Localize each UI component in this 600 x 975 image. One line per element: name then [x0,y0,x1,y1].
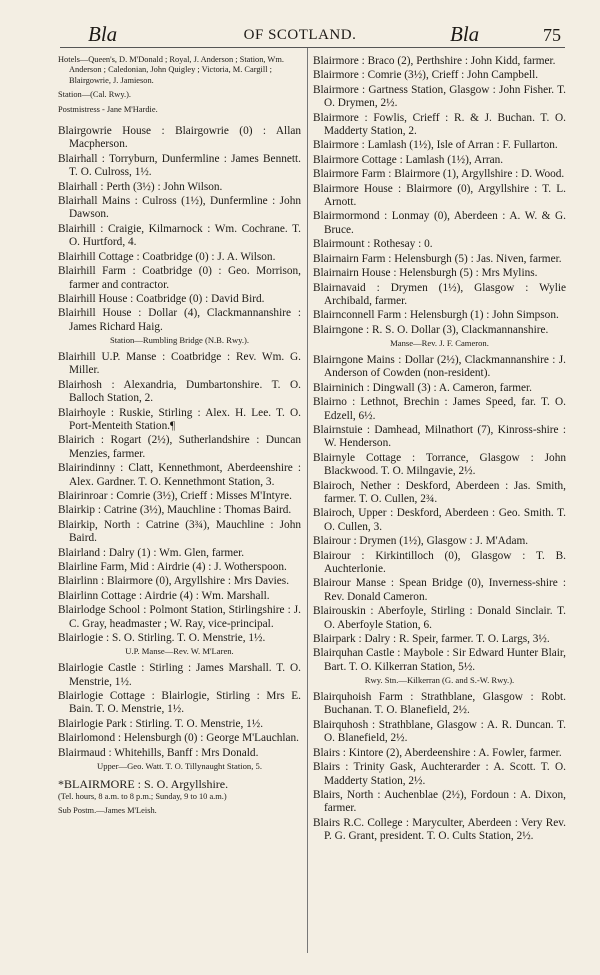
directory-entry: Blairmormond : Lonmay (0), Aberdeen : A. W. & G. Bruce. [313,210,566,236]
directory-entry: Blairlodge School : Polmont Station, Stirlingshire : J. C. Gray, headmaster ; W. Ray, vice-principal. [58,604,301,630]
directory-entry: Blairindinny : Clatt, Kennethmont, Aberdeenshire : Alex. Gardner. T. O. Kennethmont Station, 3. [58,462,301,488]
directory-entry: Blairpark : Dalry : R. Speir, farmer. T. O. Largs, 3½. [313,633,550,646]
directory-entry: Blairhall Mains : Culross (1½), Dunfermline : John Dawson. [58,195,301,221]
directory-entry: Blairnairn House : Helensburgh (5) : Mrs Mylins. [313,267,538,280]
header-rule [60,47,565,48]
directory-entry: Blairngone Mains : Dollar (2½), Clackmannanshire : J. Anderson of Cowden (non-resident). [313,353,566,380]
directory-entry: Blairhill : Craigie, Kilmarnock : Wm. Cochrane. T. O. Hurtford, 4. [58,222,301,249]
small-note: Sub Postm.—James M'Leish. [58,806,157,816]
directory-entry: Blairngone : R. S. O. Dollar (3), Clackmannanshire. [313,323,549,336]
directory-entry: Blairhosh : Alexandria, Dumbartonshire. T. O. Balloch Station, 2. [58,378,301,405]
directory-entry: Blairmore : Fowlis, Crieff : R. & J. Buchan. T. O. Madderty Station, 2. [313,111,566,138]
directory-entry: Blairs R.C. College : Maryculter, Aberdeen : Very Rev. P. G. Grant, president. T. O. Cults Station, 2½. [313,816,566,843]
directory-entry: Blairmount : Rothesay : 0. [313,238,433,251]
directory-entry: Blairlinn : Blairmore (0), Argyllshire : Mrs Davies. [58,575,290,588]
directory-entry: Blairour : Kirkintilloch (0), Glasgow : T. B. Auchterlonie. [313,549,566,576]
small-note: (Tel. hours, 8 a.m. to 8 p.m.; Sunday, 9 to 10 a.m.) [58,791,227,801]
directory-entry: Blairmore : Gartness Station, Glasgow : John Fisher. T. O. Drymen, 2½. [313,83,566,110]
header-left-keyword: Bla [88,22,118,46]
column-divider [307,48,308,953]
directory-entry: Blairouskin : Aberfoyle, Stirling : Donald Sinclair. T. O. Aberfoyle Station, 6. [313,605,566,631]
directory-entry: Blairour : Drymen (1½), Glasgow : J. M'Adam. [313,535,529,548]
directory-entry: Blairlinn Cottage : Airdrie (4) : Wm. Marshall. [58,589,270,602]
directory-entry: Blairlogie Castle : Stirling : James Marshall. T. O. Menstrie, 1½. [58,662,301,688]
header-right-keyword: Bla [450,22,480,46]
directory-entry: Blairhill House : Dollar (4), Clackmannanshire : James Richard Haig. [58,307,301,333]
directory-entry: Blairnairn Farm : Helensburgh (5) : Jas. Niven, farmer. [313,252,562,265]
directory-entry: Blairour Manse : Spean Bridge (0), Inverness-shire : Rev. Donald Cameron. [313,577,566,603]
directory-entry: Blairhill Farm : Coatbridge (0) : Geo. Morrison, farmer and contractor. [58,265,301,291]
directory-entry: Blairhall : Torryburn, Dunfermline : James Bennett. T. O. Culross, 1½. [58,152,301,179]
directory-entry: Blairgowrie House : Blairgowrie (0) : Allan Macpherson. [58,125,301,151]
directory-entry: Blairmore : Lamlash (1½), Isle of Arran : F. Fullarton. [313,139,558,152]
right-column [313,55,566,950]
directory-entry: Blairninich : Dingwall (3) : A. Cameron, farmer. [313,381,532,394]
directory-entry: Blairlogie Park : Stirling. T. O. Menstrie, 1½. [58,717,264,730]
sub-note: Manse—Rev. J. F. Cameron. [390,338,489,349]
directory-entry: Blairnavaid : Drymen (1½), Glasgow : Wylie Archibald, farmer. [313,281,566,307]
directory-entry: Blairno : Lethnot, Brechin : James Speed, far. T. O. Edzell, 6½. [313,396,566,422]
directory-entry: Blairhill Cottage : Coatbridge (0) : J. A. Wilson. [58,250,276,263]
directory-entry: Blairmore Farm : Blairmore (1), Argyllshire : D. Wood. [313,168,565,181]
sub-note: Station—Rumbling Bridge (N.B. Rwy.). [109,335,250,346]
directory-entry: Blairkip, North : Catrine (3¾), Mauchline : John Baird. [58,518,301,545]
directory-entry: Blairquhan Castle : Maybole : Sir Edward Hunter Blair, Bart. T. O. Kilkerran Station, 5½. [313,647,566,673]
directory-entry: Blairquhosh : Strathblane, Glasgow : A. R. Duncan. T. O. Blanefield, 2½. [313,718,566,745]
directory-entry: Blairich : Rogart (2½), Sutherlandshire : Duncan Menzies, farmer. [58,434,301,460]
directory-entry: Blairquhoish Farm : Strathblane, Glasgow : Robt. Buchanan. T. O. Blanefield, 2½. [313,691,566,717]
directory-entry: Blairoch, Upper : Deskford, Aberdeen : Geo. Smith. T. O. Cullen, 3. [313,507,566,533]
directory-entry: Blairs, North : Auchenblae (2½), Fordoun : A. Dixon, farmer. [313,788,566,815]
directory-entry: Blairkip : Catrine (3½), Mauchline : Thomas Baird. [58,504,292,517]
left-column [58,55,301,950]
running-header [0,22,600,48]
sub-note: U.P. Manse—Rev. W. M'Laren. [125,646,234,657]
directory-entry: Blairlomond : Helensburgh (0) : George M'Lauchlan. [58,732,299,745]
directory-entry: Blairhill U.P. Manse : Coatbridge : Rev. Wm. G. Miller. [58,350,301,377]
directory-entry: Blairnstuie : Damhead, Milnathort (7), Kinross-shire : W. Henderson. [313,423,566,450]
header-title: OF SCOTLAND. [243,27,357,43]
directory-entry: Blairnyle Cottage : Torrance, Glasgow : John Blackwood. T. O. Milngavie, 2½. [313,451,566,478]
directory-entry: Blairmore : Comrie (3½), Crieff : John Campbell. [313,69,539,82]
directory-entry: Blairmore : Braco (2), Perthshire : John Kidd, farmer. [313,55,556,67]
directory-entry: Blairline Farm, Mid : Airdrie (4) : J. Wotherspoon. [58,561,287,574]
directory-entry: Blairmore Cottage : Lamlash (1½), Arran. [313,153,504,166]
directory-entry: Blairhill House : Coatbridge (0) : David Bird. [58,292,265,305]
directory-entry: Blairlogie : S. O. Stirling. T. O. Menstrie, 1½. [58,632,266,645]
directory-entry: Blairoch, Nether : Deskford, Aberdeen : Jas. Smith, farmer. T. O. Cullen, 2¾. [313,479,566,505]
directory-entry: Blairmore House : Blairmore (0), Argyllshire : T. L. Arnott. [313,182,566,209]
small-note: Hotels—Queen's, D. M'Donald ; Royal, J. Anderson ; Station, Wm. Anderson ; Caledonian, John Quigley ; Victoria, M. Cargill ; Blairgowrie, J. Jamieson. [58,55,284,85]
sub-note: Rwy. Stn.—Kilkerran (G. and S.-W. Rwy.). [364,675,515,686]
directory-entry: Blairnconnell Farm : Helensburgh (1) : John Simpson. [313,309,559,322]
small-note: Station—(Cal. Rwy.). [58,90,131,100]
small-note: Postmistress - Jane M'Hardie. [58,104,158,114]
page-number: 75 [543,25,561,45]
directory-entry: Blairland : Dalry (1) : Wm. Glen, farmer. [58,546,245,559]
directory-entry: Blairhall : Perth (3½) : John Wilson. [58,180,223,193]
directory-entry: Blairlogie Cottage : Blairlogie, Stirling : Mrs E. Bain. T. O. Menstrie, 1½. [58,690,301,716]
directory-entry: Blairs : Trinity Gask, Auchterarder : A. Scott. T. O. Madderty Station, 2½. [313,761,566,787]
sub-note: Upper—Geo. Watt. T. O. Tillynaught Station, 5. [97,761,262,772]
directory-entry: Blairhoyle : Ruskie, Stirling : Alex. H. Lee. T. O. Port-Menteith Station.¶ [58,406,301,432]
directory-entry: Blairinroar : Comrie (3½), Crieff : Misses M'Intyre. [58,489,292,502]
directory-entry: Blairs : Kintore (2), Aberdeenshire : A. Fowler, farmer. [313,746,562,759]
directory-entry: Blairmaud : Whitehills, Banff : Mrs Donald. [58,746,259,759]
section-heading: *BLAIRMORE : S. O. Argyllshire. [58,776,229,791]
